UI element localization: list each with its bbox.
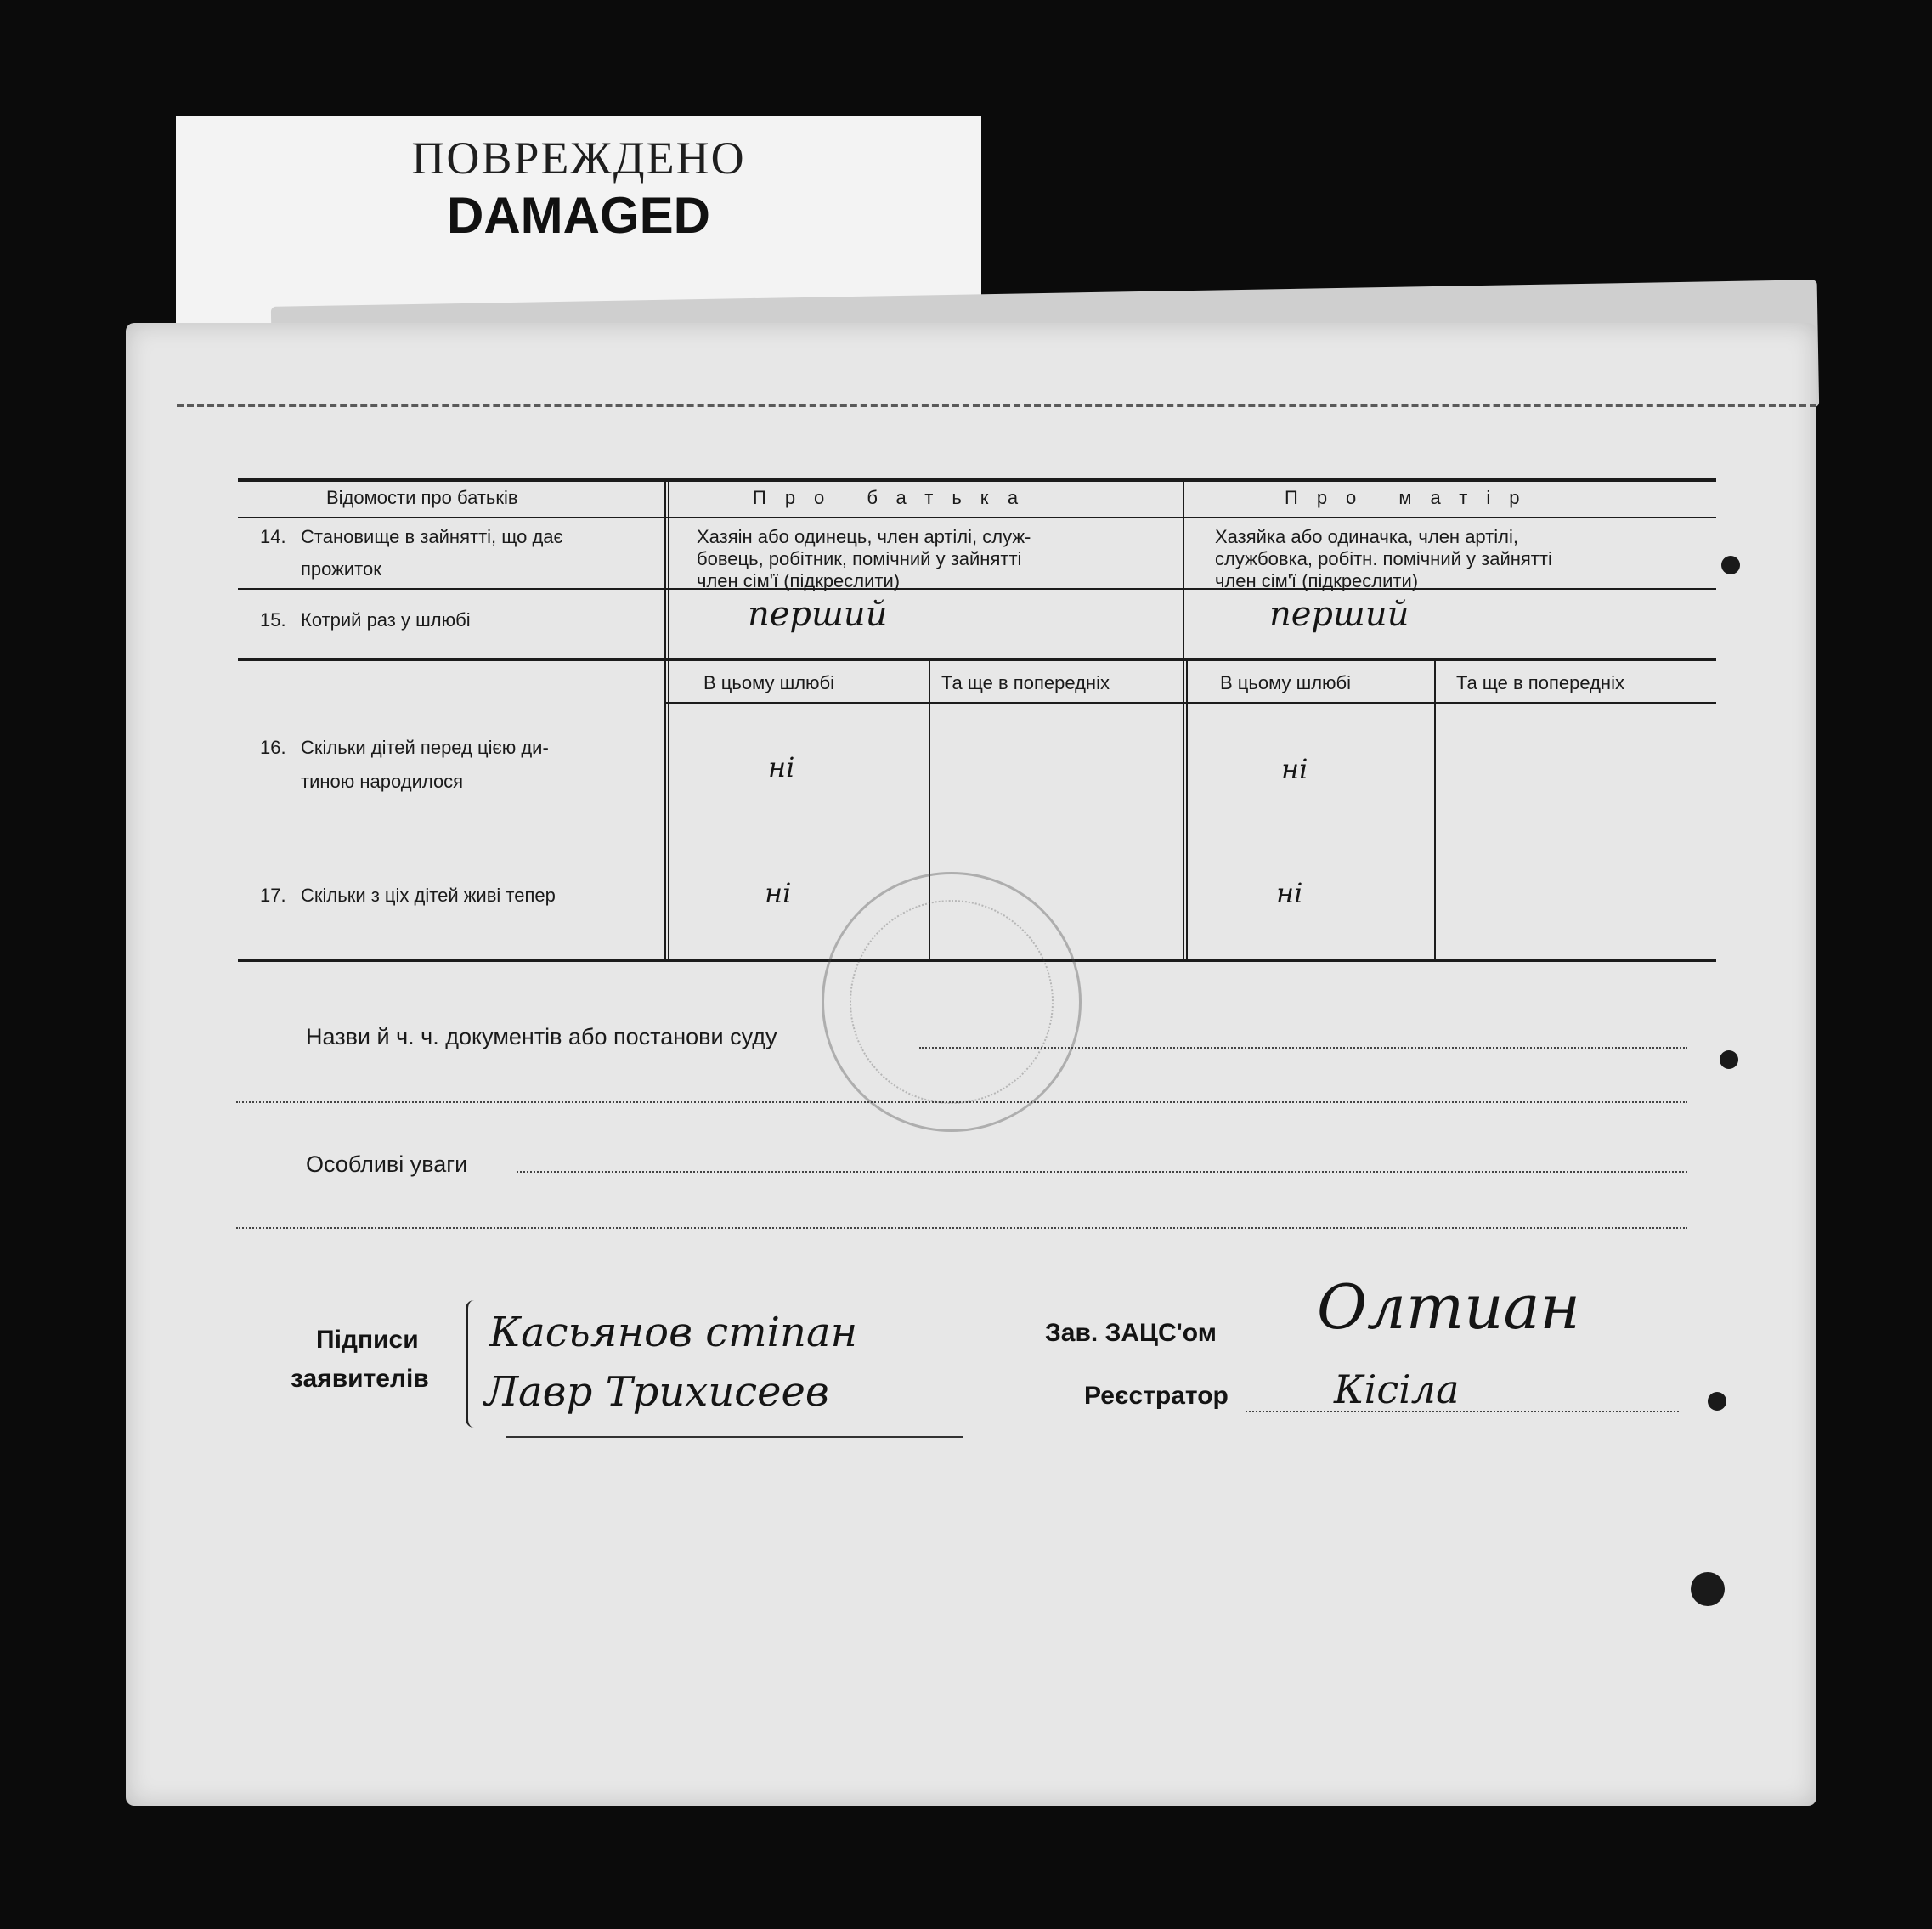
table-top-rule [238, 478, 1716, 482]
applicants-brace [466, 1300, 480, 1428]
damaged-label-ru: ПОВРЕЖДЕНО [411, 133, 746, 184]
registrar-signature-line [1246, 1411, 1679, 1412]
table-header-rule [238, 517, 1716, 518]
perforation-line [177, 404, 1816, 407]
subheader-mother-previous: Та ще в попередніх [1456, 672, 1624, 693]
table-row15-rule [238, 658, 1716, 661]
table-col1-rule [664, 478, 666, 962]
row14-father-line1: Хазяін або одинець, член артілі, служ- [697, 526, 1031, 547]
registrar-signature: Кісіла [1334, 1366, 1460, 1412]
row17-number: 17. [260, 885, 286, 906]
punch-hole [1720, 1050, 1738, 1069]
row14-father-line3: член сім'ї (підкреслити) [697, 570, 901, 591]
header-about-mother: Про матір [1285, 487, 1539, 508]
row15-mother-handwritten: перший [1269, 595, 1409, 634]
row16-father-this-handwritten: ні [768, 751, 795, 783]
head-zags-signature: Олтиан [1317, 1271, 1580, 1343]
subheader-father-previous: Та ще в попередніх [941, 672, 1110, 693]
row16-label-line1: Скільки дітей перед цією ди- [301, 737, 549, 758]
table-col-father-mother-rule-double [1186, 658, 1188, 962]
row15-number: 15. [260, 609, 286, 631]
notes-field-label: Особливі уваги [306, 1151, 468, 1177]
applicants-signature-underline [506, 1436, 963, 1438]
punch-hole [1708, 1392, 1726, 1411]
notes-field-line1 [517, 1171, 1687, 1173]
official-seal-inner [850, 900, 1054, 1104]
row14-label-line1: Становище в зайнятті, що дає [301, 526, 563, 547]
row16-label-line2: тиною народилося [301, 771, 464, 792]
documents-field-label: Назви й ч. ч. документів або постанови суду [306, 1024, 777, 1049]
damaged-label-en: DAMAGED [447, 187, 710, 244]
official-seal [822, 872, 1082, 1132]
row14-mother-line2: службовка, робітн. помічний у зайнятті [1215, 548, 1552, 569]
table-col1-rule-double [668, 478, 669, 962]
punch-hole [1691, 1572, 1725, 1606]
header-parents-info: Відомости про батьків [326, 487, 518, 508]
table-subheader-rule [666, 702, 1716, 704]
row16-mother-this-handwritten: ні [1281, 753, 1308, 785]
row17-father-this-handwritten: ні [765, 877, 792, 909]
table-row14-rule [238, 588, 1716, 590]
applicants-label-line2: заявителів [291, 1365, 429, 1393]
row17-mother-this-handwritten: ні [1276, 877, 1303, 909]
notes-field-line2 [236, 1227, 1687, 1229]
row14-mother-line1: Хазяйка або одиначка, член артілі, [1215, 526, 1518, 547]
registrar-label: Реєстратор [1084, 1382, 1229, 1410]
row14-father-line2: бовець, робітник, помічний у зайнятті [697, 548, 1022, 569]
row14-label-line2: прожиток [301, 558, 381, 580]
punch-hole [1721, 556, 1740, 574]
row14-mother-line3: член сім'ї (підкреслити) [1215, 570, 1419, 591]
table-col-father-mother-rule [1183, 478, 1184, 962]
row17-label: Скільки з ціх дітей живі тепер [301, 885, 556, 906]
applicants-label-line1: Підписи [316, 1326, 419, 1354]
row15-label: Котрий раз у шлюбі [301, 609, 471, 631]
table-col-mother-split-rule [1434, 658, 1436, 962]
head-zags-label: Зав. ЗАЦС'ом [1045, 1319, 1217, 1347]
applicant2-signature: Лавр Трихисеев [484, 1368, 829, 1416]
applicant1-signature: Касьянов стіпан [489, 1309, 858, 1356]
row14-number: 14. [260, 526, 286, 547]
subheader-father-this-marriage: В цьому шлюбі [703, 672, 835, 693]
row15-father-handwritten: перший [748, 595, 888, 634]
subheader-mother-this-marriage: В цьому шлюбі [1220, 672, 1352, 693]
header-about-father: Про батька [753, 487, 1037, 508]
row16-number: 16. [260, 737, 286, 758]
